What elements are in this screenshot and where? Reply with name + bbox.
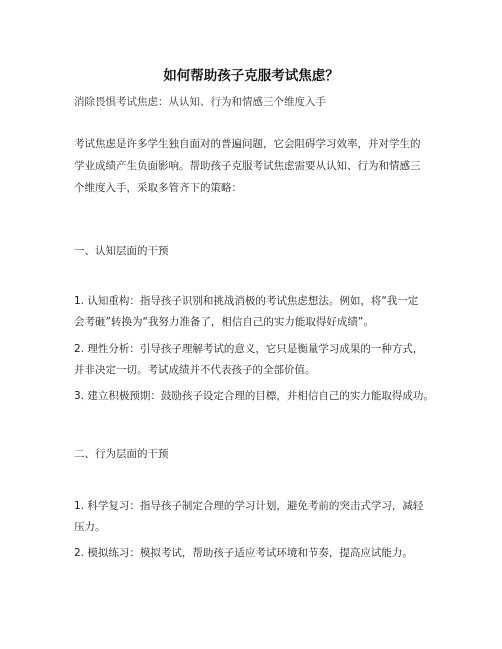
list-item-line: 3. 建立积极预期：鼓励孩子设定合理的目標，并相信自己的实力能取得成功。 [74,390,434,402]
list-item-behavioral-2 [74,543,436,564]
intro-line-1: 考试焦虑是许多学生独自面对的普遍问题，它会阻碍学习效率，并对学生的 [74,138,421,150]
list-item-line: 并非决定一切。考试成绩并不代表孩子的全部价值。 [74,364,316,376]
document-title: 如何帮助孩子克服考试焦虑？ [163,68,339,84]
list-item-cognitive-1 [74,291,436,333]
list-item-cognitive-2 [74,339,436,381]
list-item-line: 1. 认知重构：指导孩子识别和挑战消极的考试焦虑想法。例如，将“我一定 [74,295,419,307]
list-item-line: 会考砸”转换为“我努力准备了，相信自己的实力能取得好成绩”。 [74,316,374,328]
section-heading-behavioral: 二、行为层面的干预 [74,448,169,460]
document-subtitle: 消除畏惧考试焦虑：从认知、行为和情感三个维度入手 [74,96,326,108]
intro-paragraph [74,133,434,199]
intro-line-2: 学业成绩产生负面影响。帮助孩子克服考试焦虑需要从认知、行为和情感三 [74,160,421,172]
list-item-line: 1. 科学复习：指导孩子制定合理的学习计划，避免考前的突击式学习，减轻 [74,500,424,512]
list-item-behavioral-1 [74,496,436,538]
intro-line-3: 个维度入手，采取多管齐下的策略： [74,182,242,194]
section-heading-cognitive: 一、认知层面的干预 [74,245,169,257]
list-item-cognitive-3 [74,386,436,407]
list-item-line: 压力。 [74,521,106,533]
list-item-line: 2. 模拟练习：模拟考试，帮助孩子适应考试环境和节奏，提高应试能力。 [74,547,413,559]
list-item-line: 2. 理性分析：引导孩子理解考试的意义，它只是衡量学习成果的一种方式， [74,343,424,355]
